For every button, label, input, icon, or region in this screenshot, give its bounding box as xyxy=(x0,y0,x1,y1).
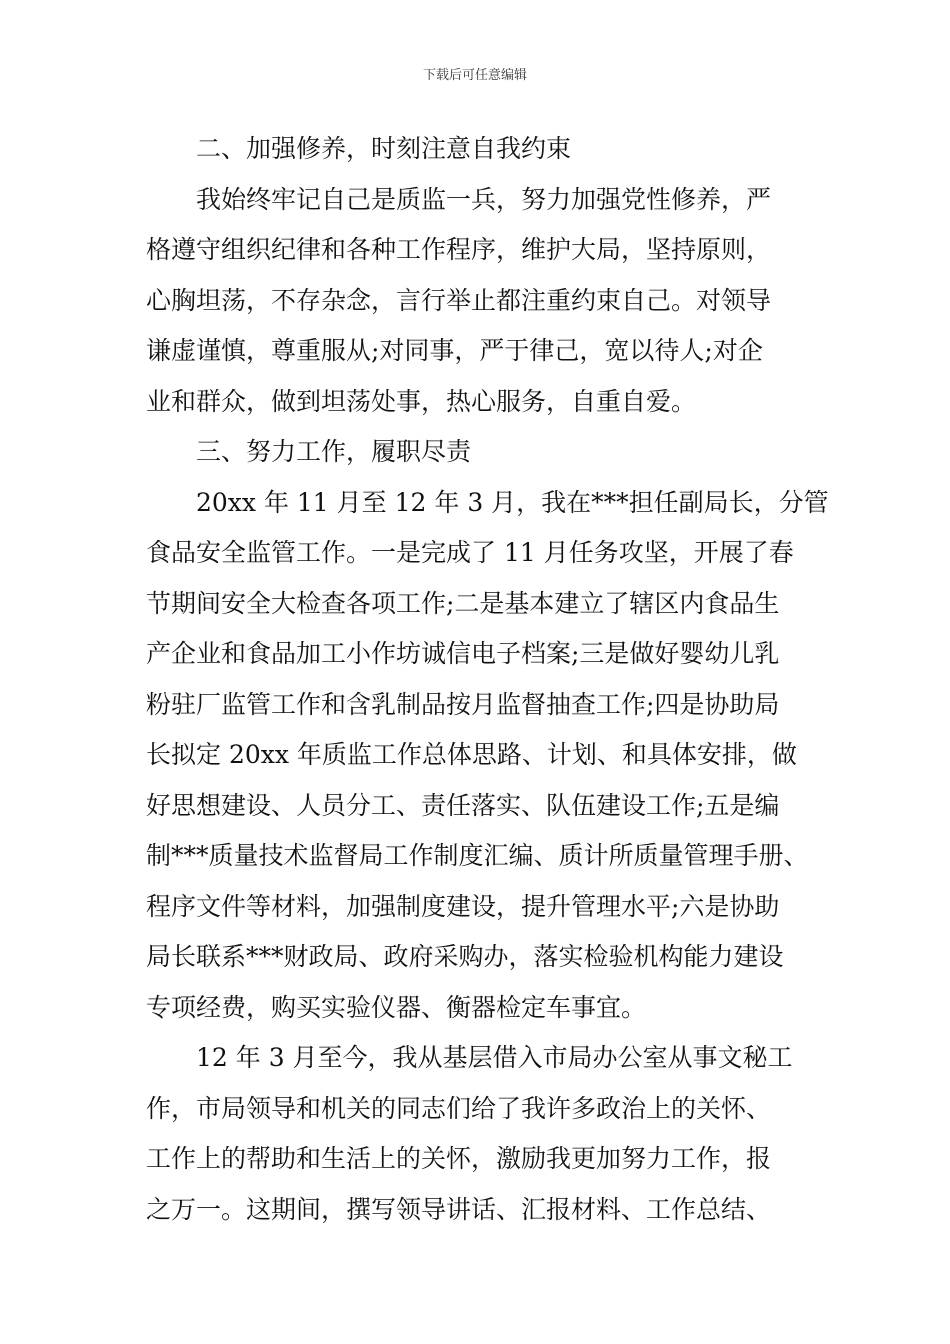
paragraph-work-duties xyxy=(146,478,829,1034)
text-line: 之万一。这期间，撰写领导讲话、汇报材料、工作总结、 xyxy=(146,1194,772,1224)
section-heading-3 xyxy=(146,427,806,478)
text-line: 格遵守组织纪律和各种工作程序，维护大局，坚持原则， xyxy=(146,235,772,264)
text-line: 我始终牢记自己是质监一兵，努力加强党性修养，严 xyxy=(196,184,772,214)
text-line: 三、努力工作，履职尽责 xyxy=(196,437,472,466)
paragraph-self-discipline xyxy=(146,175,806,428)
text-line: 业和群众，做到坦荡处事，热心服务，自重自爱。 xyxy=(146,386,697,416)
text-line: 程序文件等材料，加强制度建设，提升管理水平;六是协助 xyxy=(146,891,780,921)
paragraph-secretarial-work xyxy=(146,1033,806,1235)
text-line: 食品安全监管工作。一是完成了 11 月任务攻坚，开展了春 xyxy=(146,538,794,567)
text-line: 粉驻厂监管工作和含乳制品按月监督抽查工作;四是协助局 xyxy=(146,689,780,719)
document-body xyxy=(146,124,829,1235)
text-line: 作，市局领导和机关的同志们给了我许多政治上的关怀、 xyxy=(146,1093,772,1123)
page-header: 下载后可任意编辑 xyxy=(422,68,527,83)
text-line: 20xx 年 11 月至 12 年 3 月，我在***担任副局长，分管 xyxy=(196,487,829,517)
text-line: 产企业和食品加工小作坊诚信电子档案;三是做好婴幼儿乳 xyxy=(146,639,780,668)
text-line: 制***质量技术监督局工作制度汇编、质计所质量管理手册、 xyxy=(146,841,809,870)
text-line: 好思想建设、人员分工、责任落实、队伍建设工作;五是编 xyxy=(146,790,780,820)
text-line: 12 年 3 月至今，我从基层借入市局办公室从事文秘工 xyxy=(196,1043,793,1072)
text-line: 局长联系***财政局、政府采购办，落实检验机构能力建设 xyxy=(146,942,784,971)
text-line: 节期间安全大检查各项工作;二是基本建立了辖区内食品生 xyxy=(146,588,780,618)
text-line: 工作上的帮助和生活上的关怀，激励我更加努力工作，报 xyxy=(146,1144,772,1173)
text-line: 谦虚谨慎，尊重服从;对同事，严于律己，宽以待人;对企 xyxy=(146,336,763,365)
text-line: 心胸坦荡，不存杂念，言行举止都注重约束自己。对领导 xyxy=(146,285,772,315)
text-line: 专项经费，购买实验仪器、衡器检定车事宜。 xyxy=(146,992,647,1022)
section-heading-2 xyxy=(146,124,806,175)
text-line: 长拟定 20xx 年质监工作总体思路、计划、和具体安排，做 xyxy=(146,740,797,769)
text-line: 二、加强修养，时刻注意自我约束 xyxy=(196,134,572,163)
